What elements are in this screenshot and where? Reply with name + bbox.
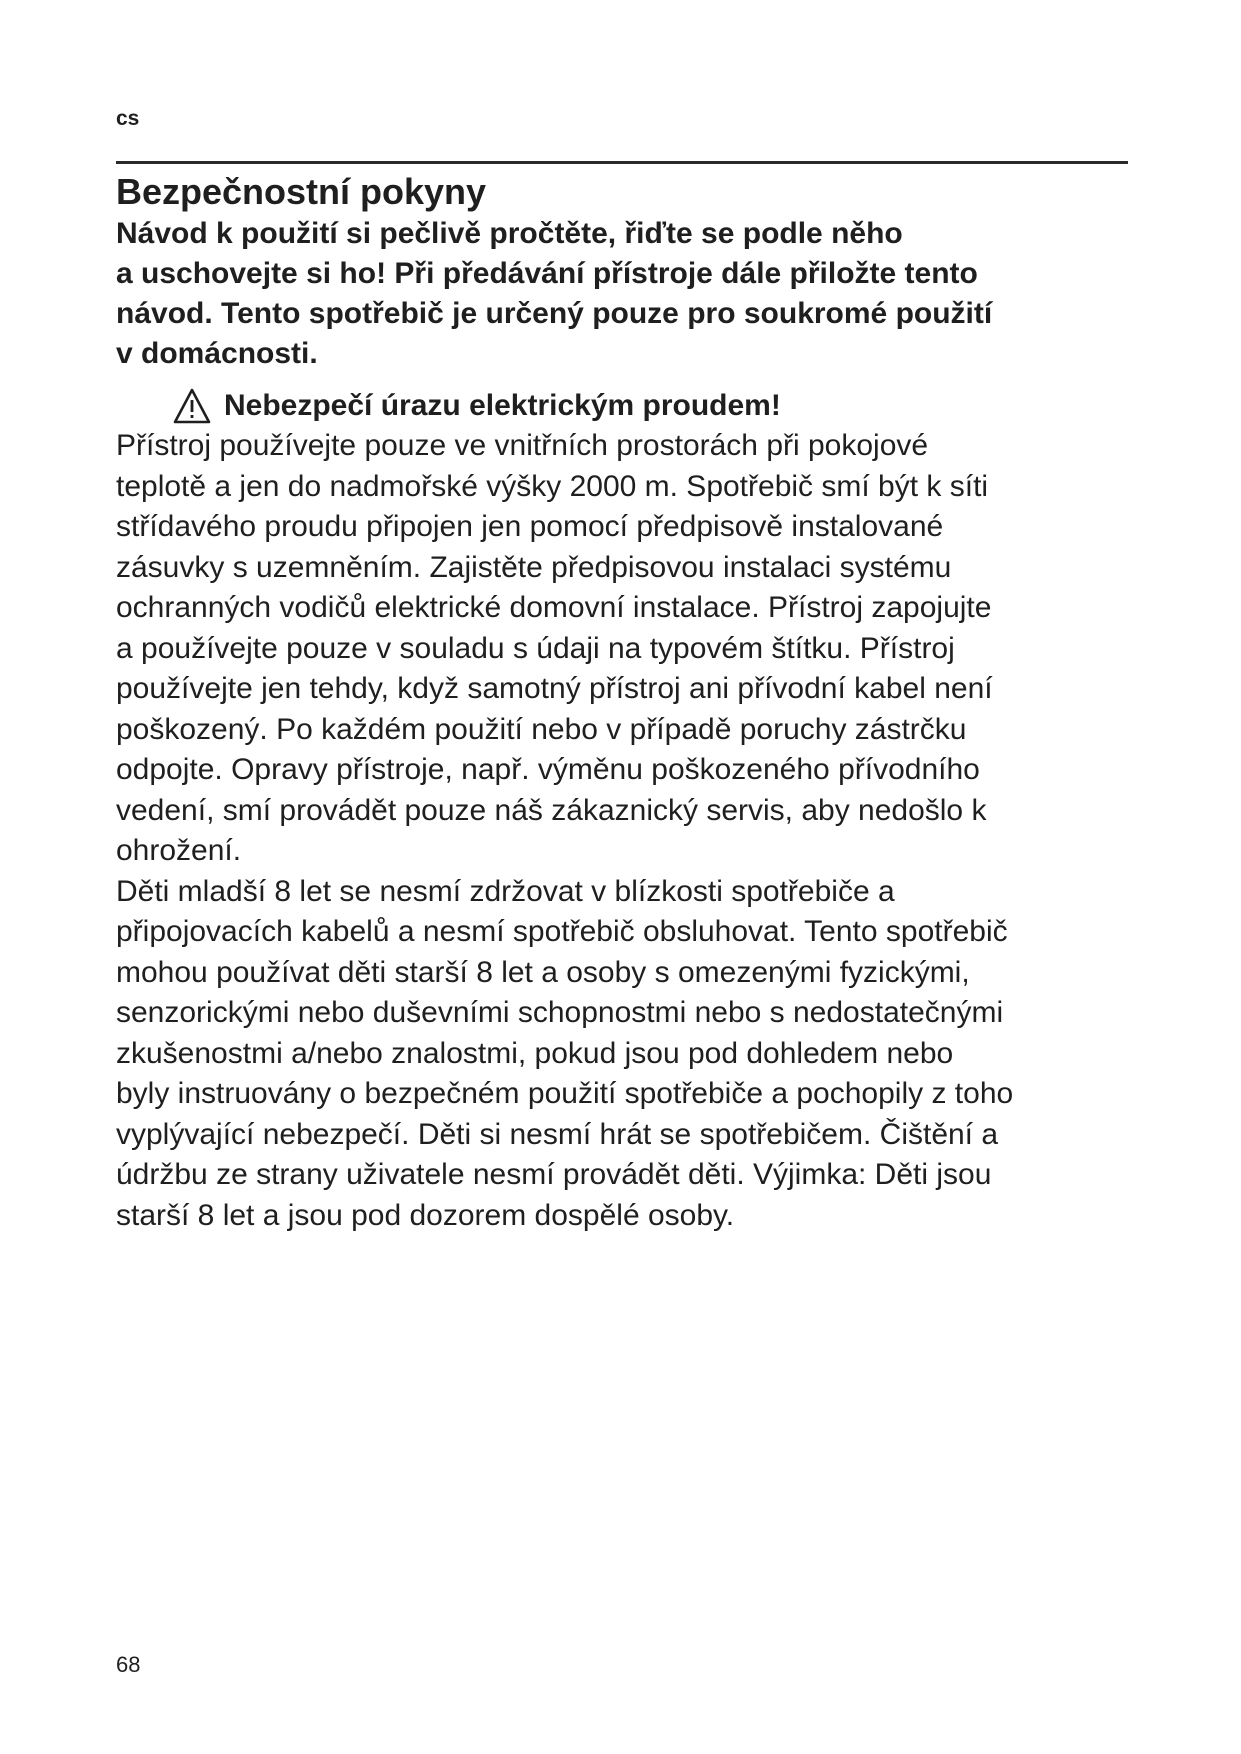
header-divider [116, 161, 1128, 164]
paragraph-line: zásuvky s uzemněním. Zajistěte předpisovou instalaci systému [116, 550, 952, 584]
paragraph-line: mohou používat děti starší 8 let a osoby s omezenými fyzickými, [116, 955, 970, 989]
intro-line: Návod k použití si pečlivě pročtěte, řiďte se podle něho [116, 217, 903, 250]
children-safety-paragraph [116, 872, 1146, 1237]
paragraph-line: senzorickými nebo duševními schopnostmi nebo s nedostatečnými [116, 996, 1004, 1029]
paragraph-line: vyplývající nebezpečí. Děti si nesmí hrát se spotřebičem. Čištění a [116, 1117, 999, 1151]
intro-line: v domácnosti. [116, 337, 318, 370]
paragraph-line: teplotě a jen do nadmořské výšky 2000 m. Spotřebič smí být k síti [116, 469, 989, 503]
paragraph-line: vedení, smí provádět pouze náš zákaznický servis, aby nedošlo k [116, 793, 987, 827]
warning-heading-row [116, 386, 1146, 426]
intro-paragraph [116, 214, 1146, 374]
paragraph-line: byly instruovány o bezpečném použití spotřebiče a pochopily z toho [116, 1077, 1014, 1110]
section-title: Bezpečnostní pokyny [116, 171, 487, 212]
paragraph-line: zkušenostmi a/nebo znalostmi, pokud jsou pod dohledem nebo [116, 1036, 954, 1070]
paragraph-line: ohrožení. [116, 834, 242, 867]
warning-heading: Nebezpečí úrazu elektrickým proudem! [224, 389, 781, 422]
paragraph-line: ochranných vodičů elektrické domovní instalace. Přístroj zapojujte [116, 591, 992, 624]
paragraph-line: připojovacích kabelů a nesmí spotřebič obsluhovat. Tento spotřebič [116, 915, 1008, 948]
page-number: 68 [116, 1652, 141, 1677]
language-code: cs [116, 107, 140, 130]
paragraph-line: používejte jen tehdy, když samotný přístroj ani přívodní kabel není [116, 672, 993, 705]
paragraph-line: Přístroj používejte pouze ve vnitřních prostorách při pokojové [116, 429, 929, 462]
paragraph-line: střídavého proudu připojen jen pomocí předpisově instalované [116, 510, 944, 543]
paragraph-line: Děti mladší 8 let se nesmí zdržovat v blízkosti spotřebiče a [116, 874, 895, 908]
paragraph-line: starší 8 let a jsou pod dozorem dospělé osoby. [116, 1198, 735, 1232]
paragraph-line: poškozený. Po každém použití nebo v případě poruchy zástrčku [116, 712, 967, 746]
paragraph-line: údržbu ze strany uživatele nesmí provádět děti. Výjimka: Děti jsou [116, 1158, 992, 1191]
electrical-safety-paragraph [116, 426, 1146, 872]
intro-line: návod. Tento spotřebič je určený pouze pro soukromé použití [116, 297, 993, 330]
intro-line: a uschovejte si ho! Při předávání přístroje dále přiložte tento [116, 257, 978, 290]
safety-section [116, 170, 1146, 1236]
warning-triangle-icon [172, 387, 212, 425]
paragraph-line: odpojte. Opravy přístroje, např. výměnu poškozeného přívodního [116, 753, 980, 786]
paragraph-line: a používejte pouze v souladu s údaji na typovém štítku. Přístroj [116, 631, 955, 665]
